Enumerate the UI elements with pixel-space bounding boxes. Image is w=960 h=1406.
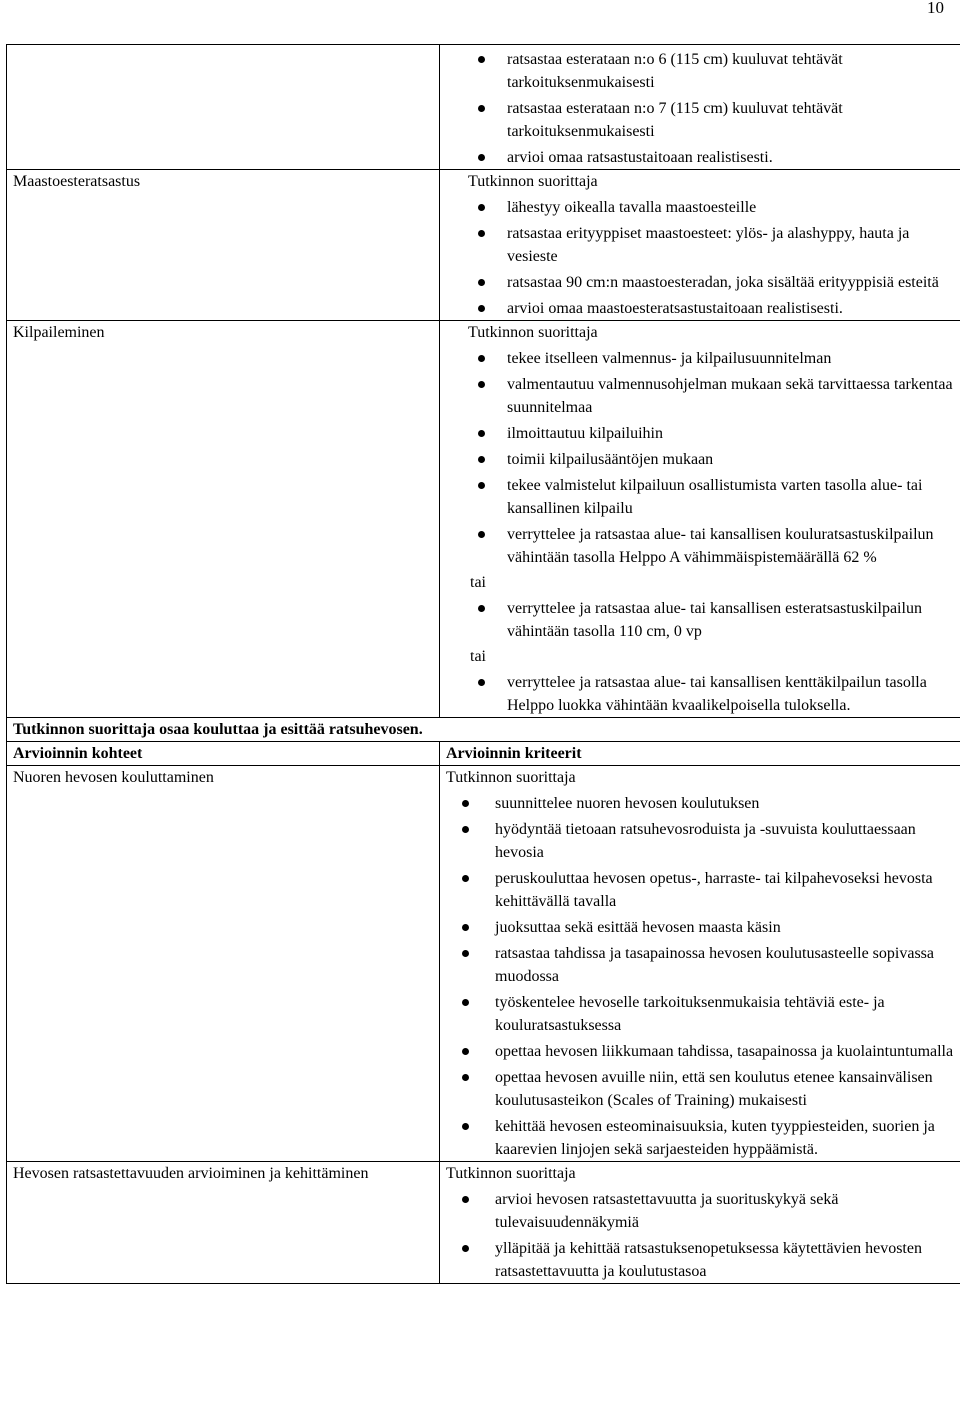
- list-item: suunnittelee nuoren hevosen koulutuksen: [440, 792, 960, 815]
- assessment-table: [6, 44, 960, 1284]
- list-item: juoksuttaa sekä esittää hevosen maasta käsin: [440, 916, 960, 939]
- target-cell: Nuoren hevosen kouluttaminen: [7, 766, 440, 1162]
- list-item: tekee itselleen valmennus- ja kilpailusuunnitelman: [440, 347, 960, 370]
- list-item: ilmoittautuu kilpailuihin: [440, 422, 960, 445]
- criteria-lead: Tutkinnon suorittaja: [468, 173, 598, 190]
- target-cell: Kilpaileminen: [7, 321, 440, 718]
- page-number: 10: [927, 0, 944, 17]
- criteria-lead: Tutkinnon suorittaja: [446, 769, 576, 786]
- list-item: hyödyntää tietoaan ratsuhevosroduista ja -suvuista kouluttaessaan hevosia: [440, 818, 960, 864]
- table-row: [7, 718, 960, 742]
- or-connector: tai: [470, 574, 486, 591]
- criteria-lead: Tutkinnon suorittaja: [468, 324, 598, 341]
- table-row: [7, 321, 960, 718]
- target-cell: Hevosen ratsastettavuuden arvioiminen ja kehittäminen: [7, 1162, 440, 1284]
- list-item: toimii kilpailusääntöjen mukaan: [440, 448, 960, 471]
- criteria-cell: [440, 321, 960, 718]
- list-item: arvioi hevosen ratsastettavuutta ja suorituskykyä sekä tulevaisuudennäkymiä: [440, 1188, 960, 1234]
- list-item: lähestyy oikealla tavalla maastoesteille: [440, 196, 960, 219]
- list-item: kehittää hevosen esteominaisuuksia, kuten tyyppiesteiden, suorien ja kaarevien linjojen sekä sarjaesteiden hyppäämistä.: [440, 1115, 960, 1161]
- column-header-targets: Arvioinnin kohteet: [7, 742, 440, 766]
- criteria-list: [440, 196, 960, 320]
- list-item: ratsastaa erityyppiset maastoesteet: ylös- ja alashyppy, hauta ja vesieste: [440, 222, 960, 268]
- table-row: [7, 1162, 960, 1284]
- criteria-list: [440, 792, 960, 1161]
- criteria-list: [440, 671, 960, 717]
- list-item: ratsastaa tahdissa ja tasapainossa hevosen koulutusasteelle sopivassa muodossa: [440, 942, 960, 988]
- criteria-cell: [440, 170, 960, 321]
- list-item: arvioi omaa maastoesteratsastustaitoaan realistisesti.: [440, 297, 960, 320]
- target-cell: Maastoesteratsastus: [7, 170, 440, 321]
- target-cell: [7, 45, 440, 170]
- list-item: arvioi omaa ratsastustaitoaan realistisesti.: [440, 146, 960, 169]
- list-item: opettaa hevosen avuille niin, että sen koulutus etenee kansainvälisen koulutusasteikon (Scales of Training) mukaisesti: [440, 1066, 960, 1112]
- list-item: verryttelee ja ratsastaa alue- tai kansallisen esteratsastuskilpailun vähintään tasolla 110 cm, 0 vp: [440, 597, 960, 643]
- criteria-list: [440, 347, 960, 569]
- list-item: työskentelee hevoselle tarkoituksenmukaisia tehtäviä este- ja kouluratsastuksessa: [440, 991, 960, 1037]
- table-row: [7, 742, 960, 766]
- list-item: ratsastaa esterataan n:o 6 (115 cm) kuuluvat tehtävät tarkoituksenmukaisesti: [440, 48, 960, 94]
- list-item: valmentautuu valmennusohjelman mukaan sekä tarvittaessa tarkentaa suunnitelmaa: [440, 373, 960, 419]
- or-connector: tai: [470, 648, 486, 665]
- criteria-cell: [440, 1162, 960, 1284]
- list-item: verryttelee ja ratsastaa alue- tai kansallisen kouluratsastuskilpailun vähintään tasolla Helppo A vähimmäispistemäärällä 62 %: [440, 523, 960, 569]
- table-row: [7, 766, 960, 1162]
- table-row: [7, 170, 960, 321]
- criteria-lead: Tutkinnon suorittaja: [446, 1165, 576, 1182]
- criteria-cell: [440, 45, 960, 170]
- column-header-criteria: Arvioinnin kriteerit: [440, 742, 960, 766]
- list-item: tekee valmistelut kilpailuun osallistumista varten tasolla alue- tai kansallinen kilpailu: [440, 474, 960, 520]
- list-item: peruskouluttaa hevosen opetus-, harraste- tai kilpahevoseksi hevosta kehittävällä tavalla: [440, 867, 960, 913]
- list-item: ratsastaa esterataan n:o 7 (115 cm) kuuluvat tehtävät tarkoituksenmukaisesti: [440, 97, 960, 143]
- criteria-list: [440, 1188, 960, 1283]
- list-item: verryttelee ja ratsastaa alue- tai kansallisen kenttäkilpailun tasolla Helppo luokka vähintään kvaalikelpoisella tuloksella.: [440, 671, 960, 717]
- section-title: Tutkinnon suorittaja osaa kouluttaa ja esittää ratsuhevosen.: [7, 718, 960, 742]
- criteria-cell: [440, 766, 960, 1162]
- list-item: ratsastaa 90 cm:n maastoesteradan, joka sisältää erityyppisiä esteitä: [440, 271, 960, 294]
- list-item: opettaa hevosen liikkumaan tahdissa, tasapainossa ja kuolaintuntumalla: [440, 1040, 960, 1063]
- list-item: ylläpitää ja kehittää ratsastuksenopetuksessa käytettävien hevosten ratsastettavuutta ja koulutustasoa: [440, 1237, 960, 1283]
- table-row: [7, 45, 960, 170]
- criteria-list: [440, 597, 960, 643]
- criteria-list: [440, 48, 960, 169]
